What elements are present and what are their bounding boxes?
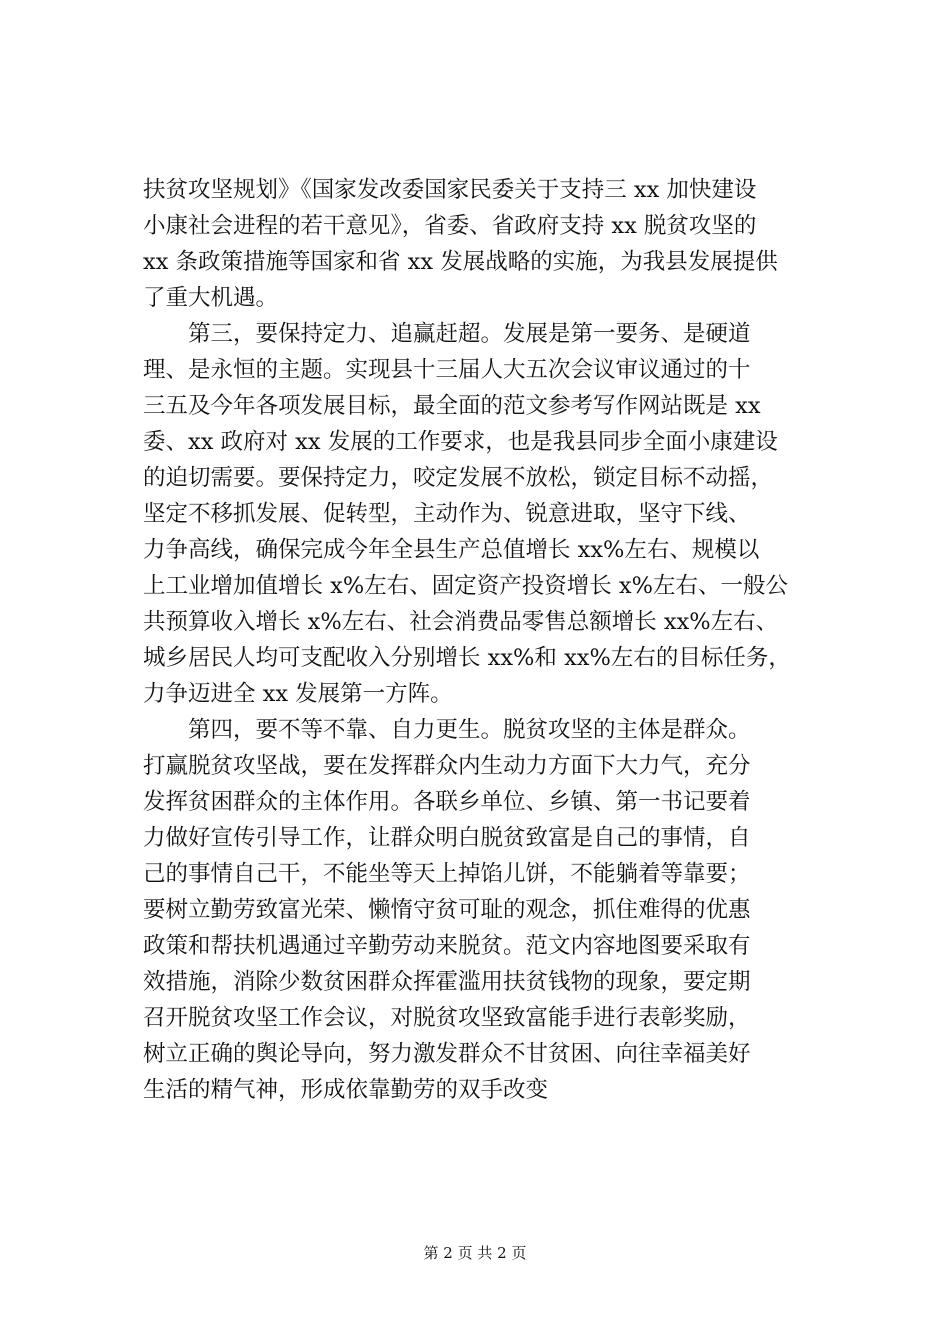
paragraph-2-line-10: 城乡居民人均可支配收入分别增长 xx%和 xx%左右的目标任务，: [143, 645, 791, 671]
paragraph-3-line-8: 效措施，消除少数贫困群众挥霍滥用扶贫钱物的现象，要定期: [143, 969, 751, 995]
paragraph-2-line-9: 共预算收入增长 x%左右、社会消费品零售总额增长 xx%左右、: [143, 609, 779, 635]
page-footer: 第 2 页 共 2 页: [423, 1244, 527, 1262]
paragraph-2-line-5: 的迫切需要。要保持定力，咬定发展不放松，锁定目标不动摇，: [143, 465, 774, 491]
paragraph-3-line-11: 生活的精气神，形成依靠勤劳的双手改变: [143, 1077, 549, 1103]
paragraph-2-line-2: 理、是永恒的主题。实现县十三届人大五次会议审议通过的十: [143, 357, 751, 383]
paragraph-3-line-7: 政策和帮扶机遇通过辛勤劳动来脱贫。范文内容地图要采取有: [143, 933, 751, 959]
paragraph-3-line-4: 力做好宣传引导工作，让群众明白脱贫致富是自己的事情，自: [143, 825, 751, 851]
paragraph-1-line-2: 小康社会进程的若干意见》，省委、省政府支持 xx 脱贫攻坚的: [143, 213, 757, 239]
paragraph-3-line-1: 第四，要不等不靠、自力更生。脱贫攻坚的主体是群众。: [188, 717, 751, 743]
paragraph-2-line-6: 坚定不移抓发展、促转型，主动作为、锐意进取，坚守下线、: [143, 501, 751, 527]
paragraph-2-line-3: 三五及今年各项发展目标，最全面的范文参考写作网站既是 xx: [143, 393, 761, 419]
paragraph-3-line-5: 己的事情自己干，不能坐等天上掉馅儿饼，不能躺着等靠要；: [143, 861, 751, 887]
paragraph-3-line-2: 打赢脱贫攻坚战，要在发挥群众内生动力方面下大力气，充分: [143, 753, 751, 779]
paragraph-2-line-4: 委、xx 政府对 xx 发展的工作要求，也是我县同步全面小康建设: [143, 429, 778, 455]
paragraph-3-line-10: 树立正确的舆论导向，努力激发群众不甘贫困、向往幸福美好: [143, 1041, 751, 1067]
paragraph-2-line-7: 力争高线，确保完成今年全县生产总值增长 xx%左右、规模以: [143, 537, 760, 563]
paragraph-2-line-11: 力争迈进全 xx 发展第一方阵。: [143, 681, 453, 707]
paragraph-2-line-8: 上工业增加值增长 x%左右、固定资产投资增长 x%左右、一般公: [143, 573, 788, 599]
paragraph-2-line-1: 第三，要保持定力、追赢赶超。发展是第一要务、是硬道: [188, 321, 751, 347]
paragraph-3-line-9: 召开脱贫攻坚工作会议，对脱贫攻坚致富能手进行表彰奖励，: [143, 1005, 751, 1031]
paragraph-3-line-3: 发挥贫困群众的主体作用。各联乡单位、乡镇、第一书记要着: [143, 789, 751, 815]
paragraph-1-line-3: xx 条政策措施等国家和省 xx 发展战略的实施，为我县发展提供: [143, 249, 778, 275]
document-body: [143, 172, 811, 1108]
paragraph-1-line-4: 了重大机遇。: [143, 285, 279, 311]
paragraph-1-line-1: 扶贫攻坚规划》《国家发改委国家民委关于支持三 xx 加快建设: [143, 177, 757, 203]
paragraph-3-line-6: 要树立勤劳致富光荣、懒惰守贫可耻的观念，抓住难得的优惠: [143, 897, 751, 923]
